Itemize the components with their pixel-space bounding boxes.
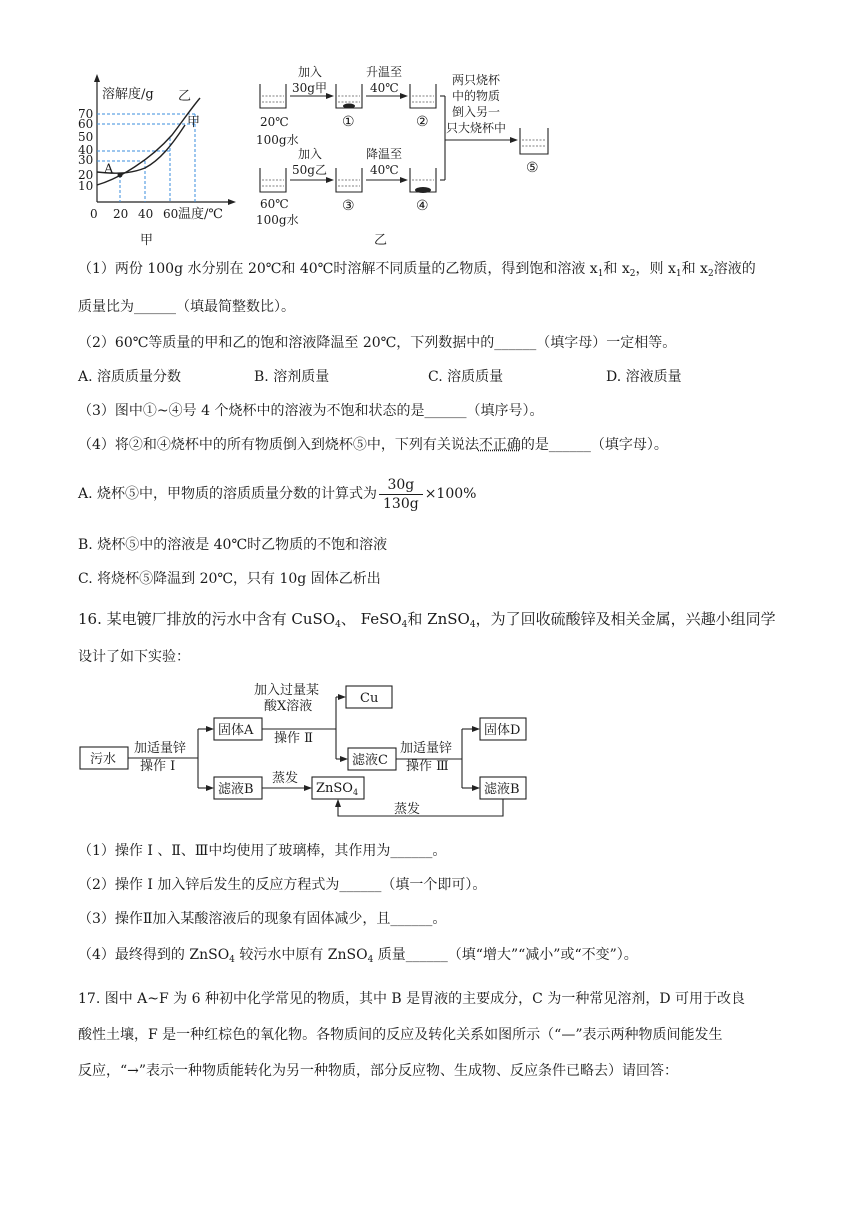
flow-add2a: 加入 (298, 147, 323, 161)
flow-c4: ④ (416, 198, 429, 214)
flow-add1b: 30g甲 (292, 81, 327, 95)
ytick: 20 (78, 168, 94, 182)
option-a: A. 溶质质量分数 (78, 369, 182, 385)
flow-start2: 60℃ (260, 197, 289, 211)
flow-start1b: 100g水 (256, 133, 299, 147)
flow-c3: ③ (342, 198, 355, 214)
op2-label-a: 加入过量某 (254, 683, 320, 698)
op1-label-a: 加适量锌 (134, 741, 187, 756)
solubility-graph (78, 74, 236, 248)
point-a (118, 173, 123, 178)
node-cu: Cu (360, 691, 379, 706)
flow-start1: 20℃ (260, 115, 289, 129)
curve-jia-label: 甲 (187, 115, 201, 130)
flow-pour1: 两只烧杯 (452, 73, 501, 87)
q17-line3: 反应，“→”表示一种物质能转化为另一种物质，部分反应物、生成物、反应条件已略去）请回答： (78, 1063, 679, 1079)
node-wastewater: 污水 (90, 752, 117, 767)
q16-intro-line2: 设计了如下实验： (78, 649, 190, 665)
curve-yi-label: 乙 (178, 89, 192, 104)
option-b: B. 溶剂质量 (254, 369, 330, 385)
figure-yi-caption: 乙 (374, 233, 388, 248)
top-figure (60, 60, 560, 250)
q15-option-b: B. 烧杯⑤中的溶液是 40℃时乙物质的不饱和溶液 (78, 537, 388, 553)
xtick: 20 (113, 207, 129, 221)
op3-label-a: 加适量锌 (400, 741, 453, 756)
ytick: 40 (78, 143, 94, 157)
graph-xlabel: 温度/℃ (178, 207, 223, 222)
figure-jia-caption: 甲 (140, 233, 154, 248)
flow-add1a: 加入 (298, 65, 323, 79)
q15-option-c: C. 将烧杯⑤降温到 20℃，只有 10g 固体乙析出 (78, 571, 381, 587)
flow-cool2a: 降温至 (366, 147, 403, 161)
xtick: 0 (90, 207, 98, 221)
flow-add2b: 50g乙 (292, 163, 327, 177)
ytick: 50 (78, 130, 94, 144)
node-solid-d: 固体D (484, 723, 521, 738)
op2-label-c: 操作 Ⅱ (274, 731, 313, 746)
q16-flowchart (74, 680, 544, 822)
q17-line1: 17. 图中 A~F 为 6 种初中化学常见的物质，其中 B 是胃液的主要成分，C 为一种常见溶剂，D 可用于改良 (78, 991, 746, 1007)
q16-q2: （2）操作 I 加入锌后发生的反应方程式为______（填一个即可）。 (78, 877, 487, 893)
ytick: 60 (78, 117, 94, 131)
flow-c2: ② (416, 114, 429, 130)
q15-part1-line1: （1）两份 100g 水分别在 20℃和 40℃时溶解不同质量的乙物质，得到饱和溶液 $x_1$和 $x_2$，则 $x_1$和 $x_2$溶液的 (78, 261, 756, 279)
node-filtrate-b: 滤液B (218, 782, 254, 797)
node-solid-a: 固体A (218, 723, 254, 738)
node-filtrate-b2: 滤液B (484, 782, 520, 797)
q17-line2: 酸性土壤，F 是一种红棕色的氧化物。各物质间的反应及转化关系如图所示（“—”表示两种物质间能发生 (78, 1027, 723, 1043)
option-c: C. 溶质质量 (428, 369, 504, 385)
ytick: 70 (78, 107, 94, 121)
q15-part3: （3）图中①~④号 4 个烧杯中的溶液为不饱和状态的是______（填序号）。 (78, 403, 544, 419)
q15-option-a: A. 烧杯⑤中，甲物质的溶质质量分数的计算式为 $\frac{30g}{130g}$ ×100% (78, 476, 477, 512)
q16-q3: （3）操作Ⅱ加入某酸溶液后的现象有固体减少，且______。 (78, 911, 447, 927)
graph-ylabel: 溶解度/g (102, 87, 154, 102)
flow-start2b: 100g水 (256, 213, 299, 227)
fraction: $\frac{30g}{130g}$ (379, 476, 423, 513)
flow-cool2b: 40℃ (370, 163, 399, 177)
xtick: 40 (138, 207, 154, 221)
flow-pour3: 倒入另一 (452, 105, 501, 119)
node-filtrate-c: 滤液C (352, 753, 388, 768)
flow-c1: ① (342, 114, 355, 130)
q16-q4: （4）最终得到的 ZnSO$_4$ 较污水中原有 ZnSO$_4$ 质量______（填“增大”“减小”或“不变”）。 (78, 947, 638, 965)
option-d: D. 溶液质量 (606, 369, 682, 385)
q15-part4: （4）将②和④烧杯中的所有物质倒入到烧杯⑤中，下列有关说法不正确的是______（填字母）。 (78, 437, 668, 453)
emphasis-not-correct: 不正确 (478, 437, 521, 453)
node-znso4: ZnSO$_4$ (316, 781, 359, 797)
ytick: 30 (78, 153, 94, 167)
xtick: 60 (163, 207, 179, 221)
evap1-label: 蒸发 (272, 771, 299, 786)
ytick: 10 (78, 179, 94, 193)
beaker-flow (256, 64, 548, 248)
op3-label-b: 操作 Ⅲ (406, 759, 449, 774)
flow-c5: ⑤ (526, 160, 539, 176)
flow-pour2: 中的物质 (452, 89, 501, 103)
q16-q1: （1）操作 I 、Ⅱ、Ⅲ中均使用了玻璃棒，其作用为______。 (78, 843, 447, 859)
point-a-label: A (104, 162, 114, 177)
flow-heat1a: 升温至 (366, 65, 403, 79)
op2-label-b: 酸X溶液 (264, 699, 313, 714)
flow-pour4: 只大烧杯中 (446, 121, 507, 135)
q16-intro-line1: 16. 某电镀厂排放的污水中含有 CuSO$_4$、 FeSO$_4$和 ZnSO$_4$，为了回收硫酸锌及相关金属，兴趣小组同学 (78, 610, 776, 630)
q15-part2: （2）60℃等质量的甲和乙的饱和溶液降温至 20℃，下列数据中的______（填字母）一定相等。 (78, 335, 677, 351)
evap2-label: 蒸发 (394, 802, 421, 817)
q15-part1-line2: 质量比为______（填最简整数比）。 (78, 299, 295, 315)
flow-heat1b: 40℃ (370, 81, 399, 95)
op1-label-b: 操作 I (140, 759, 176, 774)
